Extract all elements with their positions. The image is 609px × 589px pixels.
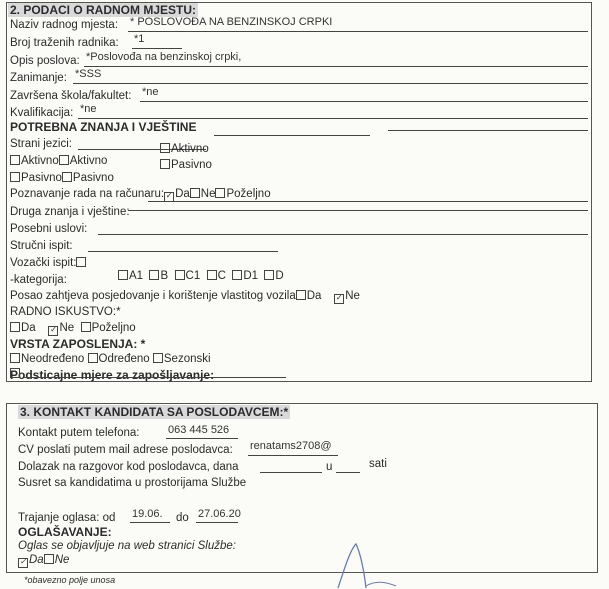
racunar-row: Poznavanje rada na računaru:✓ Da Ne Poželjno [10,188,271,202]
section-2-title: 2. PODACI O RADNOM MJESTU: [10,3,197,17]
kategorije-row: A1 B C1 C D1 D [118,270,284,283]
web-label: Oglas se objavljuje na web stranici Službe: [18,540,236,552]
zanimanje-line [73,83,588,84]
kat-c-checkbox[interactable] [207,270,217,280]
naziv-value: * POSLOVOĐA NA BENZINSKOJ CRPKI [130,16,333,28]
telefon-line [166,438,238,439]
kat-d-checkbox[interactable] [264,270,274,280]
do-line [196,522,238,523]
vozilo-da-checkbox[interactable] [296,290,306,300]
aktivno-3: Aktivno [160,143,209,156]
jezici-line-3 [388,130,588,131]
footnote: *obavezno polje unosa [24,575,116,585]
kval-value: *ne [80,103,97,115]
pasivno-3-checkbox[interactable] [160,159,170,169]
mjere-checkbox[interactable] [10,368,20,378]
opis-value: *Poslovođa na benzinskoj crpki, [86,51,242,63]
do-label: do [176,512,189,524]
skola-line [140,101,588,102]
druga-line-2 [128,210,588,211]
od-line [130,522,170,523]
skola-value: *ne [142,86,159,98]
cv-line [248,455,338,456]
mjere-line [24,377,286,378]
oglasavanje-heading: OGLAŠAVANJE: [18,525,112,539]
zaposlenje-row: Neodređeno Određeno Sezonski [10,353,211,366]
kat-a1-checkbox[interactable] [118,270,128,280]
uslovi-line [98,234,588,235]
opis-line [84,66,588,67]
pasivno-2-checkbox[interactable] [62,172,72,182]
kat-d1-checkbox[interactable] [232,270,242,280]
zaposlenje-heading: VRSTA ZAPOSLENJA: * [10,337,146,351]
aktivno-row: Aktivno Aktivno [10,155,107,168]
cv-value: renatams2708@ [250,440,332,452]
sezonski-checkbox[interactable] [153,353,163,363]
zanimanje-label: Zanimanje: [10,72,67,84]
racunar-ne-checkbox[interactable] [190,188,200,198]
kat-c1-checkbox[interactable] [175,270,185,280]
web-da-checkbox[interactable] [18,558,28,568]
strucni-line [88,251,278,252]
racunar-pozeljno-checkbox[interactable] [215,188,225,198]
iskustvo-pozeljno-checkbox[interactable] [81,322,91,332]
signature-stroke [330,540,400,589]
telefon-label: Kontakt putem telefona: [18,427,140,439]
iskustvo-ne-checkbox[interactable] [48,326,58,336]
broj-label: Broj traženih radnika: [10,37,119,49]
broj-value: *1 [134,33,145,45]
vozacki-row: Vozački ispit: [10,257,87,270]
znanja-heading: POTREBNA ZNANJA I VJEŠTINE [10,120,197,134]
aktivno-3-checkbox[interactable] [160,143,170,153]
iskustvo-da-checkbox[interactable] [10,322,20,332]
broj-line [132,48,182,49]
iskustvo-row: Da ✓ Ne Poželjno [10,322,136,336]
aktivno-1-checkbox[interactable] [10,155,20,165]
trajanje-label: Trajanje oglasa: od [18,512,116,524]
od-value: 19.06. [132,508,163,520]
pasivno-3: Pasivno [160,159,212,172]
uslovi-label: Posebni uslovi: [10,223,88,235]
web-ne-checkbox[interactable] [44,554,54,564]
strucni-label: Stručni ispit: [10,240,73,252]
razgovor-time-line [336,472,360,473]
skola-label: Završena škola/fakultet: [10,90,132,102]
susret-label: Susret sa kandidatima u prostorijama Službe [18,477,247,489]
naziv-line [128,31,588,32]
telefon-value: 063 445 526 [168,424,230,436]
vozacki-checkbox[interactable] [76,257,86,267]
razgovor-date-line [260,472,322,473]
do-value: 27.06.20 [198,508,241,520]
mjere-heading: Podsticajne mjere za zapošljavanje: [10,368,215,382]
pasivno-row: Pasivno Pasivno [10,172,114,185]
razgovor-label: Dolazak na razgovor kod poslodavca, dana [18,461,239,473]
web-row: ✓Da Ne [18,554,69,568]
vozilo-ne-checkbox[interactable] [334,294,344,304]
pasivno-1-checkbox[interactable] [10,172,20,182]
kat-b-checkbox[interactable] [149,270,159,280]
zanimanje-value: *SSS [75,68,102,80]
mjere-row [10,368,21,381]
naziv-label: Naziv radnog mjesta: [10,19,119,31]
druga-line [148,201,588,202]
kval-line [78,118,588,119]
vozilo-row: Posao zahtjeva posjedovanje i korištenje vlastitog vozila Da ✓ Ne [10,290,360,304]
iskustvo-label: RADNO ISKUSTVO:* [10,306,121,318]
neodredjeno-checkbox[interactable] [10,353,20,363]
jezici-label: Strani jezici: [10,138,72,150]
opis-label: Opis poslova: [10,55,80,67]
druga-label: Druga znanja i vještine: [10,206,130,218]
jezici-line-2 [214,135,370,136]
razgovor-sati: sati [369,458,387,470]
odredjeno-checkbox[interactable] [88,353,98,363]
kategorija-label: -kategorija: [10,274,67,286]
aktivno-2-checkbox[interactable] [59,155,69,165]
razgovor-u: u [326,461,333,473]
kval-label: Kvalifikacija: [10,107,74,119]
cv-label: CV poslati putem mail adrese poslodavca: [18,444,233,456]
section-3-title: 3. KONTAKT KANDIDATA SA POSLODAVCEM:* [20,405,289,419]
